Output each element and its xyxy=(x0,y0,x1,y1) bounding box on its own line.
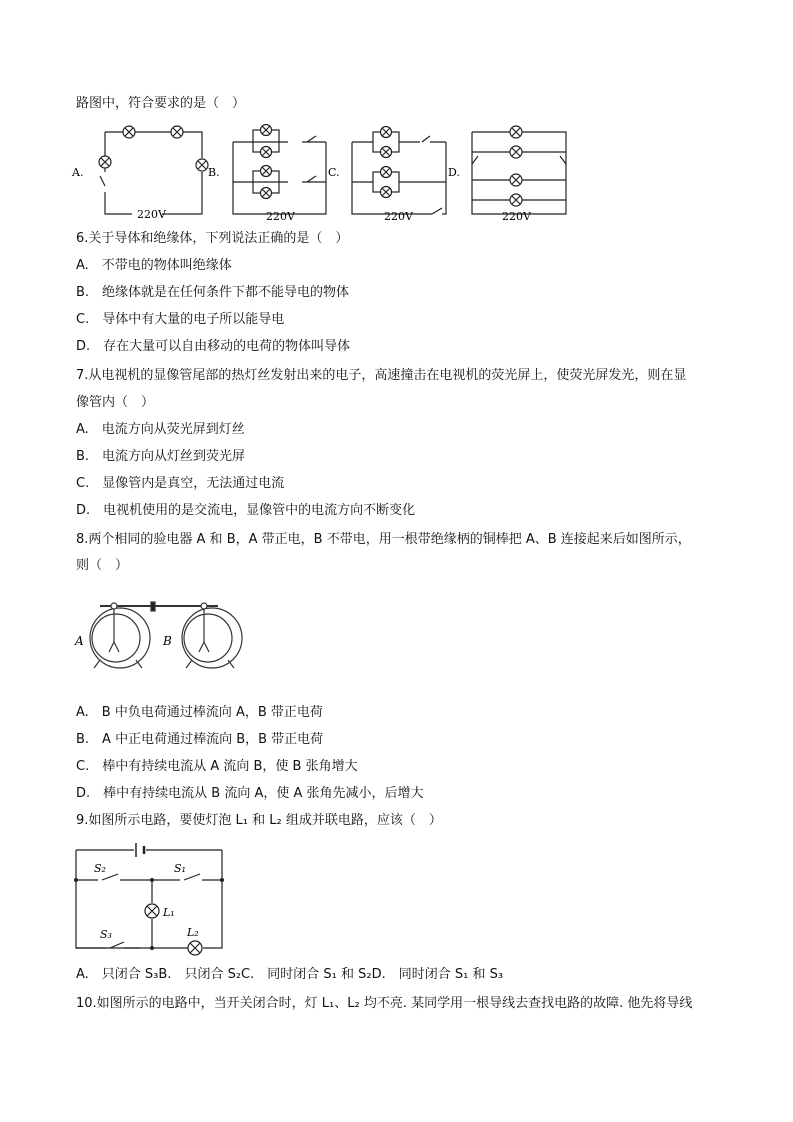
q7-stem-line1: 7.从电视机的显像管尾部的热灯丝发射出来的电子，高速撞击在电视机的荧光屏上，使荧光屏发光，则在显 xyxy=(76,368,687,383)
q8-option-c: C. 棒中有持续电流从 A 流向 B，使 B 张角增大 xyxy=(76,759,358,774)
q6-stem: 6.关于导体和绝缘体，下列说法正确的是（ ） xyxy=(76,231,349,246)
q8-electroscope-figure xyxy=(72,596,252,676)
q9-label-l2: L₂ xyxy=(187,926,199,939)
q8-option-b: B. A 中正电荷通过棒流向 B，B 带正电荷 xyxy=(76,732,324,747)
q10-stem: 10.如图所示的电路中，当开关闭合时，灯 L₁、L₂ 均不亮. 某同学用一根导线去查找电路的故障. 他先将导线 xyxy=(76,996,693,1011)
q5-voltage-c: 220V xyxy=(384,210,413,223)
q5-stem: 路图中，符合要求的是（ ） xyxy=(76,96,246,111)
q7-option-c: C. 显像管内是真空，无法通过电流 xyxy=(76,476,285,491)
q5-label-c: C. xyxy=(328,166,340,179)
q8-option-d: D. 棒中有持续电流从 B 流向 A，使 A 张角先减小，后增大 xyxy=(76,786,424,801)
q9-label-s3: S₃ xyxy=(100,928,112,941)
q8-stem-line2: 则（ ） xyxy=(76,558,129,573)
q7-option-a: A. 电流方向从荧光屏到灯丝 xyxy=(76,422,245,437)
q8-stem-line1: 8.两个相同的验电器 A 和 B，A 带正电，B 不带电，用一根带绝缘柄的铜棒把 A、B 连接起来后如图所示， xyxy=(76,532,691,547)
q6-option-a: A. 不带电的物体叫绝缘体 xyxy=(76,258,232,273)
q7-stem-line2: 像管内（ ） xyxy=(76,395,155,410)
q9-circuit-figure xyxy=(70,840,230,958)
q7-option-b: B. 电流方向从灯丝到荧光屏 xyxy=(76,449,246,464)
q5-voltage-d: 220V xyxy=(502,210,531,223)
q9-options: A. 只闭合 S₃B. 只闭合 S₂C. 同时闭合 S₁ 和 S₂D. 同时闭合 S₁ 和 S₃ xyxy=(76,967,504,982)
q6-option-d: D. 存在大量可以自由移动的电荷的物体叫导体 xyxy=(76,339,351,354)
q9-label-l1: L₁ xyxy=(163,906,175,919)
q6-option-b: B. 绝缘体就是在任何条件下都不能导电的物体 xyxy=(76,285,350,300)
q8-option-a: A. B 中负电荷通过棒流向 A，B 带正电荷 xyxy=(76,705,323,720)
q8-label-a: A xyxy=(75,634,84,648)
q5-figures xyxy=(70,124,580,224)
q5-voltage-b: 220V xyxy=(266,210,295,223)
q9-label-s2: S₂ xyxy=(94,862,106,875)
q9-label-s1: S₁ xyxy=(174,862,186,875)
q5-label-d: D. xyxy=(448,166,460,179)
q5-label-b: B. xyxy=(208,166,220,179)
q9-stem: 9.如图所示电路，要使灯泡 L₁ 和 L₂ 组成并联电路，应该（ ） xyxy=(76,813,442,828)
q5-voltage-a: 220V xyxy=(137,208,166,221)
q5-label-a: A. xyxy=(72,166,84,179)
q6-option-c: C. 导体中有大量的电子所以能导电 xyxy=(76,312,285,327)
q8-label-b: B xyxy=(163,634,172,648)
q7-option-d: D. 电视机使用的是交流电，显像管中的电流方向不断变化 xyxy=(76,503,416,518)
